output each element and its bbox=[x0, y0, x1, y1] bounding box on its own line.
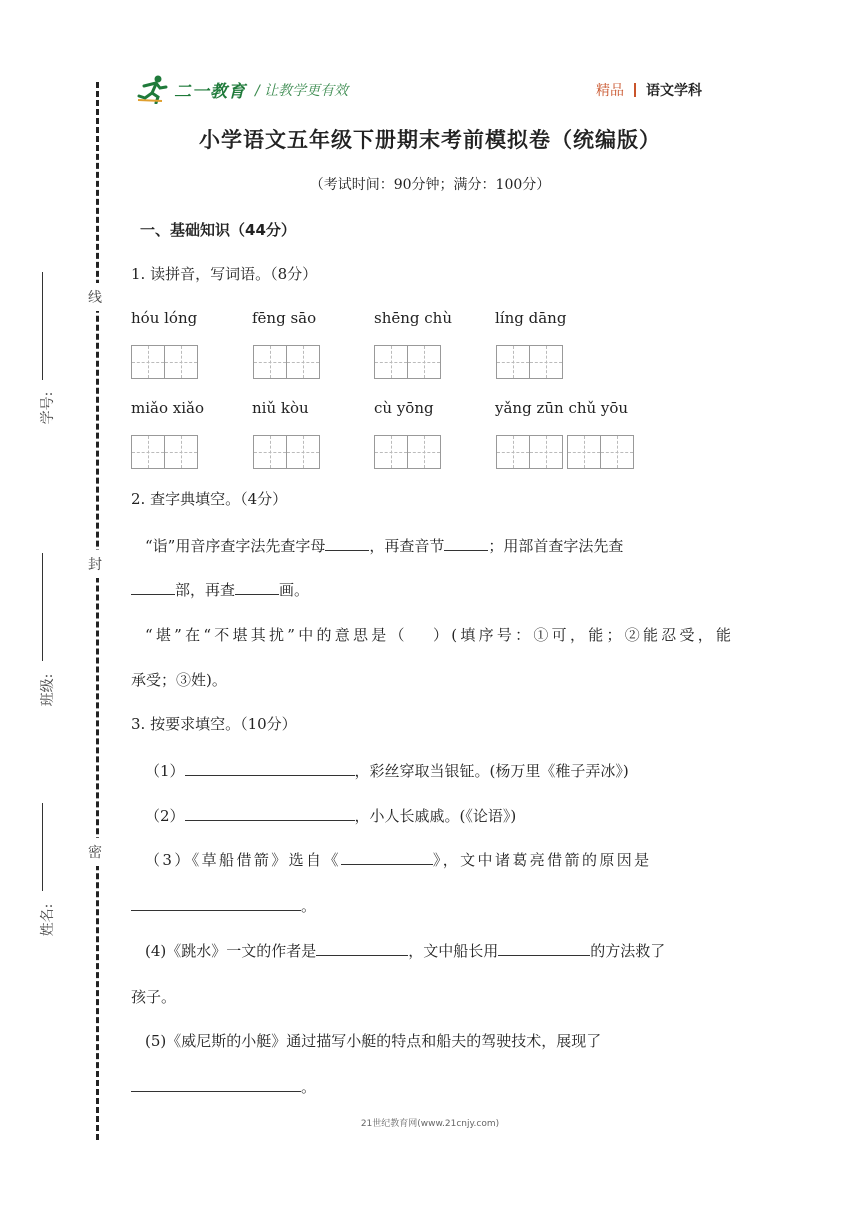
answer-grid[interactable] bbox=[374, 435, 441, 469]
answer-grid[interactable] bbox=[253, 345, 320, 379]
class-label: 班级: bbox=[40, 673, 56, 707]
binding-dashed-line bbox=[96, 82, 99, 1140]
answer-grid[interactable] bbox=[496, 345, 563, 379]
page-title: 小学语文五年级下册期末考前模拟卷（统编版） bbox=[199, 128, 661, 152]
logo-text: 二一教育 bbox=[174, 81, 246, 102]
pinyin-item: hóu lóng bbox=[131, 309, 198, 327]
logo bbox=[136, 74, 246, 104]
answer-grid[interactable] bbox=[131, 435, 198, 469]
class-line bbox=[42, 553, 43, 661]
q3-item-3-cont: 。 bbox=[131, 895, 731, 916]
answer-grid[interactable] bbox=[253, 435, 320, 469]
quality-badge: 精品 bbox=[596, 83, 624, 99]
pinyin-item: cù yōng bbox=[374, 399, 434, 417]
q3-item-2: （2） ，小人长戚戚。(《论语》) bbox=[145, 807, 517, 825]
q2-line-3: “堪”在“不堪其扰”中的意思是（ ）(填序号：①可，能；②能忍受，能 bbox=[145, 626, 731, 644]
exam-info: （考试时间：90分钟；满分：100分） bbox=[309, 177, 551, 193]
header-divider bbox=[634, 83, 636, 97]
q2-line-4: 承受；③姓)。 bbox=[131, 671, 227, 689]
q2-line-1: “诣”用音序查字法先查字母 ，再查音节 ；用部首查字法先查 bbox=[145, 537, 624, 555]
pinyin-item: yǎng zūn chǔ yōu bbox=[495, 399, 629, 417]
q3-item-3: （3）《草船借箭》选自《 》，文中诸葛亮借箭的原因是 bbox=[145, 851, 652, 869]
answer-grid[interactable] bbox=[131, 345, 198, 379]
binding-char-mi: 密 bbox=[80, 838, 110, 866]
answer-blank[interactable] bbox=[185, 806, 355, 821]
footer-watermark: 21世纪教育网(www.21cnjy.com) bbox=[360, 1119, 500, 1129]
running-man-icon bbox=[136, 74, 170, 104]
answer-blank[interactable] bbox=[325, 536, 369, 551]
answer-blank[interactable] bbox=[185, 761, 355, 776]
pinyin-item: miǎo xiǎo bbox=[131, 399, 204, 417]
student-id-label: 学号: bbox=[40, 391, 56, 425]
answer-grid[interactable] bbox=[567, 435, 634, 469]
slogan: / 让教学更有效 bbox=[255, 83, 349, 99]
answer-blank[interactable] bbox=[316, 941, 408, 956]
section-heading: 一、基础知识（44分） bbox=[140, 221, 296, 239]
header-badge bbox=[596, 80, 702, 100]
answer-blank[interactable] bbox=[235, 580, 279, 595]
answer-grid[interactable] bbox=[496, 435, 563, 469]
q3-item-5: (5)《威尼斯的小艇》通过描写小艇的特点和船夫的驾驶技术，展现了 bbox=[145, 1032, 602, 1050]
q3-item-4-cont: 孩子。 bbox=[131, 988, 177, 1006]
binding-char-xian: 线 bbox=[80, 283, 110, 311]
answer-grid[interactable] bbox=[374, 345, 441, 379]
answer-blank[interactable] bbox=[444, 536, 488, 551]
answer-blank[interactable] bbox=[131, 580, 175, 595]
binding-char-feng: 封 bbox=[80, 550, 110, 578]
name-label: 姓名: bbox=[40, 903, 56, 937]
question-1-heading: 1. 读拼音，写词语。（8分） bbox=[131, 265, 318, 283]
answer-blank[interactable] bbox=[341, 850, 433, 865]
q3-item-5-cont: 。 bbox=[131, 1076, 731, 1097]
question-2-heading: 2. 查字典填空。（4分） bbox=[131, 490, 288, 508]
pinyin-item: líng dāng bbox=[495, 309, 567, 327]
pinyin-item: niǔ kòu bbox=[252, 399, 309, 417]
student-id-line bbox=[42, 272, 43, 380]
q3-item-1: （1） ，彩丝穿取当银钲。(杨万里《稚子弄冰》) bbox=[145, 762, 629, 780]
answer-blank[interactable] bbox=[131, 1077, 301, 1092]
answer-blank[interactable] bbox=[131, 896, 301, 911]
q3-item-4: (4)《跳水》一文的作者是 ，文中船长用 的方法救了 bbox=[145, 942, 666, 960]
answer-blank[interactable] bbox=[498, 941, 590, 956]
pinyin-item: fēng sāo bbox=[252, 309, 317, 327]
pinyin-item: shēng chù bbox=[374, 309, 452, 327]
subject-label: 语文学科 bbox=[646, 83, 702, 99]
question-3-heading: 3. 按要求填空。（10分） bbox=[131, 715, 297, 733]
name-line bbox=[42, 803, 43, 891]
q2-line-2: 部，再查 画。 bbox=[131, 579, 731, 600]
